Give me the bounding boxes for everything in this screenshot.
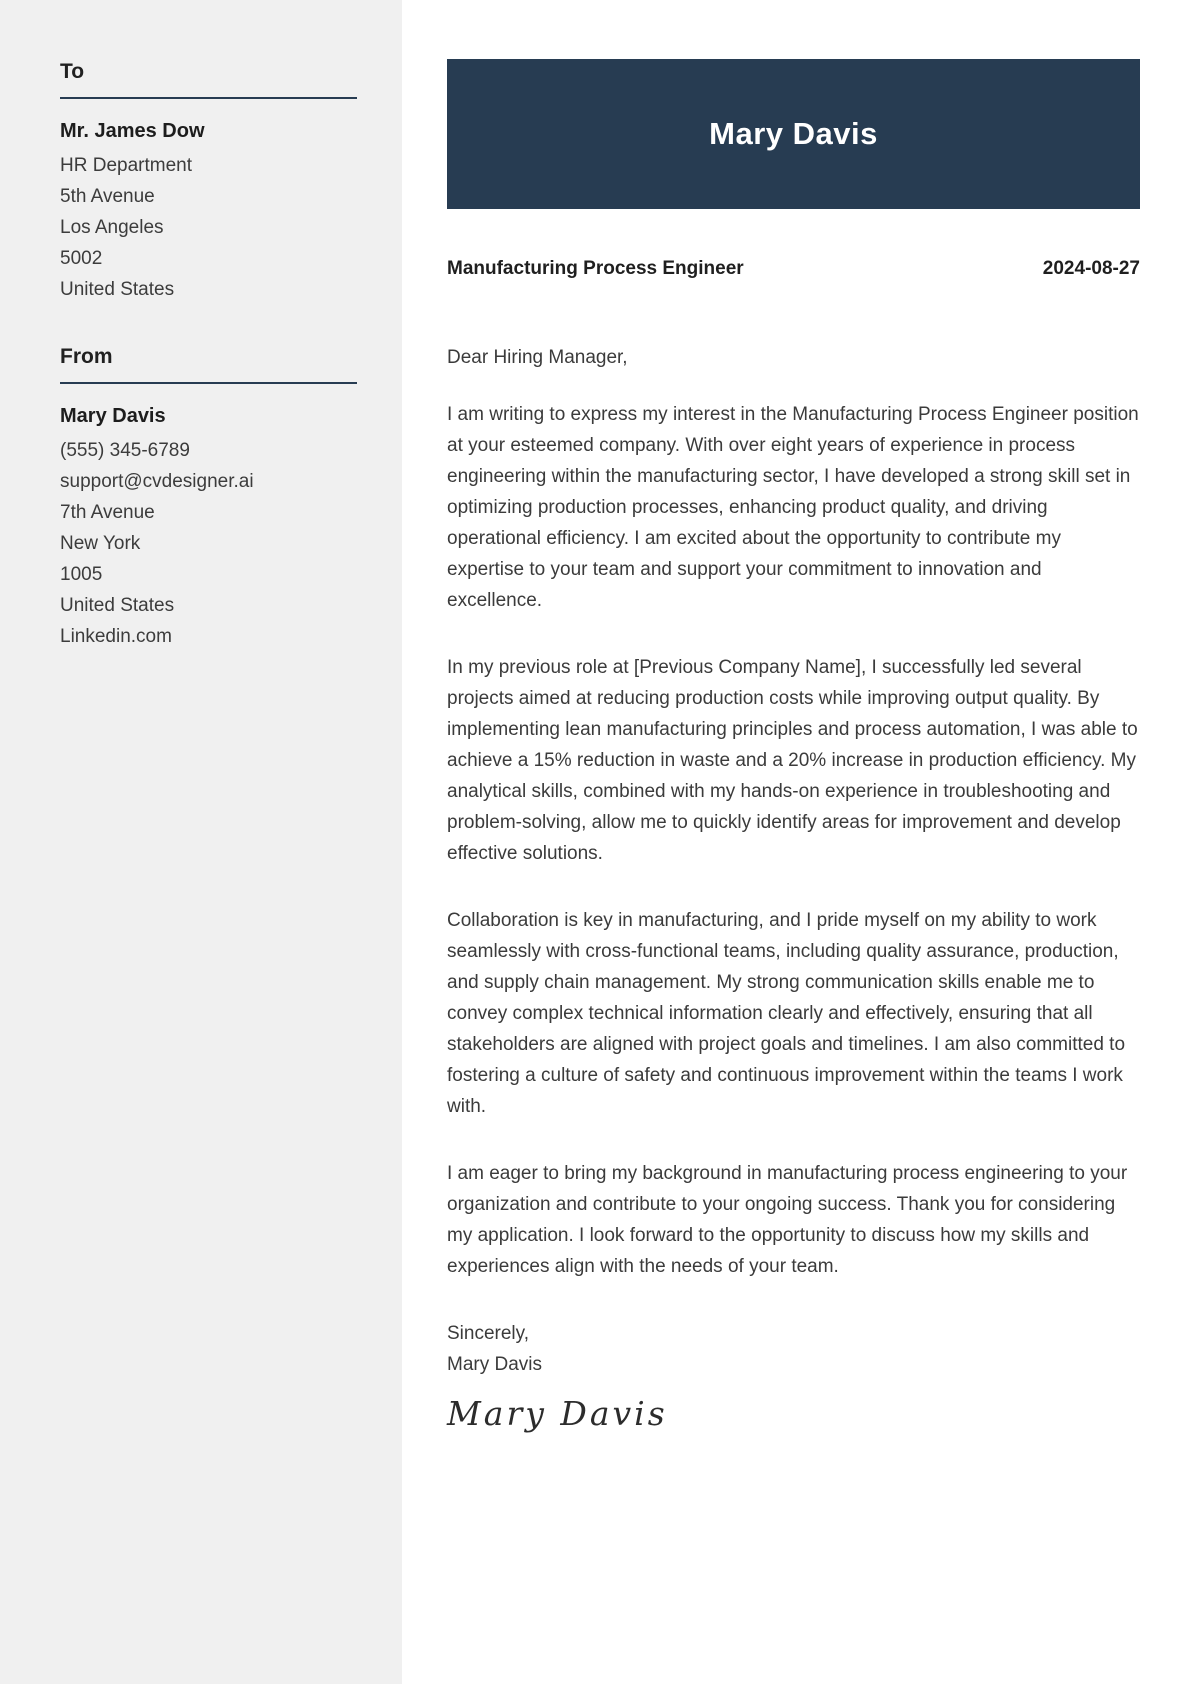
sender-phone: (555) 345-6789: [60, 440, 190, 461]
recipient-line: 5002: [60, 248, 103, 269]
signed-name: Mary Davis: [447, 1354, 543, 1375]
from-heading: From: [60, 345, 113, 368]
to-heading: To: [60, 60, 85, 83]
recipient-line: 5th Avenue: [60, 186, 155, 207]
letter-paragraph: I am writing to express my interest in the Manufacturing Process Engineer position at your esteemed company. With over eight years of experience in process engineering within the manufacturing sector, I have developed a strong skill set in optimizing production processes, enhancing product quality, and driving operational efficiency. I am excited about the opportunity to contribute my expertise to your team and support your commitment to innovation and excellence.: [447, 404, 1139, 611]
sender-linkedin: Linkedin.com: [60, 626, 172, 647]
letter-paragraph: Collaboration is key in manufacturing, and I pride myself on my ability to work seamlessly with cross-functional teams, including quality assurance, production, and supply chain management. My strong communication skills enable me to convey complex technical information clearly and effectively, ensuring that all stakeholders are aligned with project goals and timelines. I am also committed to fostering a culture of safety and continuous improvement within the teams I work with.: [447, 910, 1126, 1117]
letter-paragraph: I am eager to bring my background in manufacturing process engineering to your organization and contribute to your ongoing success. Thank you for considering my application. I look forward to the opportunity to discuss how my skills and experiences align with the needs of your team.: [447, 1163, 1128, 1277]
name-banner: [447, 59, 1140, 209]
sender-line: New York: [60, 533, 141, 554]
to-section: [60, 60, 357, 305]
recipient-line: HR Department: [60, 155, 192, 176]
applicant-name: Mary Davis: [709, 116, 878, 151]
letter-date: 2024-08-27: [1042, 258, 1140, 279]
sender-name: Mary Davis: [60, 405, 166, 427]
letter-main: [402, 0, 1200, 1684]
closing: Sincerely,: [447, 1323, 530, 1344]
sender-line: United States: [60, 595, 175, 616]
sender-line: 1005: [60, 564, 103, 585]
from-divider: [60, 382, 357, 384]
closing-block: [447, 1318, 1140, 1380]
signature: Mary Davis: [447, 1394, 668, 1433]
salutation: Dear Hiring Manager,: [447, 347, 628, 368]
sender-email: support@cvdesigner.ai: [60, 471, 254, 492]
recipient-name: Mr. James Dow: [60, 120, 205, 142]
letter-paragraph: In my previous role at [Previous Company Name], I successfully led several projects aimed at reducing production costs while improving output quality. By implementing lean manufacturing principles and process automation, I was able to achieve a 15% reduction in waste and a 20% increase in production efficiency. My analytical skills, combined with my hands-on experience in troubleshooting and problem-solving, allow me to quickly identify areas for improvement and develop effective solutions.: [447, 657, 1138, 864]
recipient-line: Los Angeles: [60, 217, 164, 238]
sidebar: [0, 0, 402, 1684]
job-title-row: [447, 257, 1140, 280]
job-title: Manufacturing Process Engineer: [447, 258, 744, 279]
recipient-line: United States: [60, 279, 175, 300]
from-section: [60, 345, 357, 652]
to-divider: [60, 97, 357, 99]
sender-line: 7th Avenue: [60, 502, 155, 523]
